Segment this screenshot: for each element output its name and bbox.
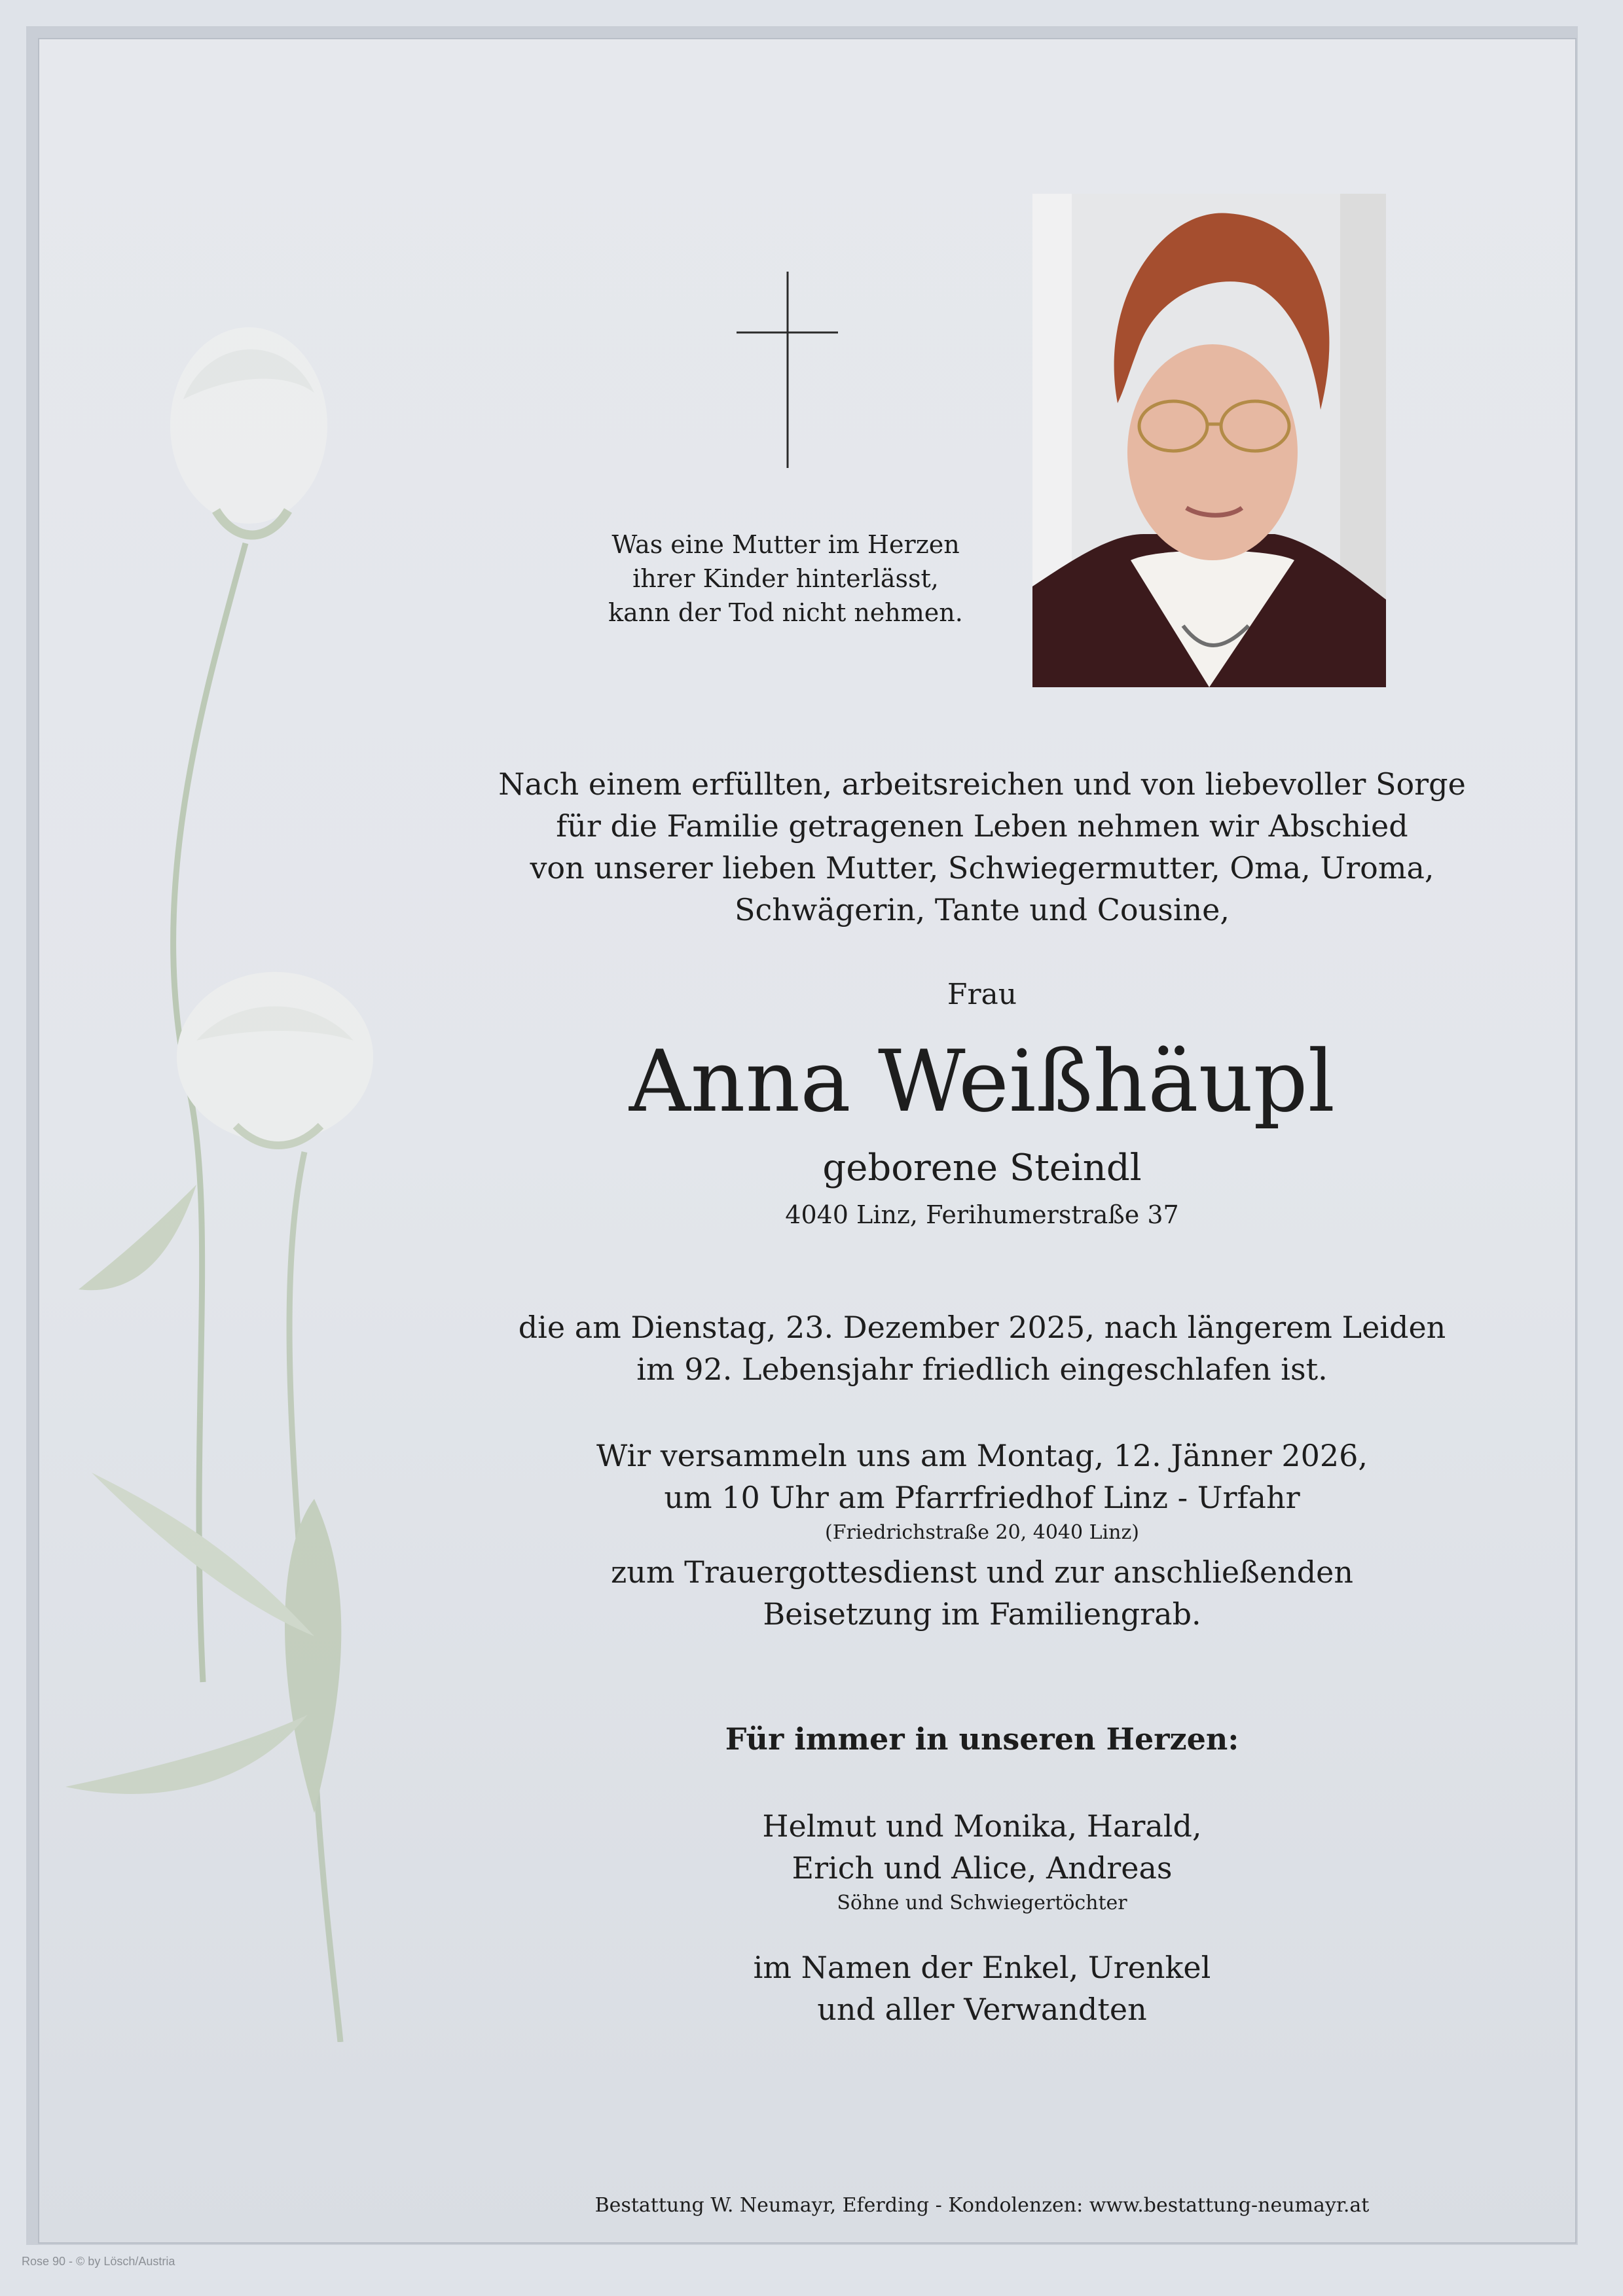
gathering-info (458, 1435, 1506, 1518)
quote-line: ihrer Kinder hinterlässt, (632, 564, 939, 593)
forever-heading: Für immer in unseren Herzen: (725, 1721, 1239, 1757)
intro-text (458, 763, 1506, 931)
gathering-address: (Friedrichstraße 20, 4040 Linz) (825, 1521, 1139, 1544)
white-roses-image (39, 308, 484, 2042)
salutation: Frau (947, 978, 1017, 1011)
deceased-name: Anna Weißhäupl (629, 1031, 1336, 1131)
birth-name: geborene Steindl (822, 1147, 1142, 1189)
intro-line: für die Familie getragenen Leben nehmen wir Abschied (556, 808, 1408, 844)
intro-line: von unserer lieben Mutter, Schwiegermutter, Oma, Uroma, (530, 850, 1434, 886)
quote-line: Was eine Mutter im Herzen (611, 530, 960, 559)
gathering-service (458, 1551, 1506, 1635)
death-notice (458, 1306, 1506, 1390)
death-line: im 92. Lebensjahr friedlich eingeschlafen ist. (636, 1352, 1328, 1387)
funeral-home-footer: Bestattung W. Neumayr, Eferding - Kondolenzen: www.bestattung-neumayr.at (594, 2194, 1370, 2217)
gathering-line: zum Trauergottesdienst und zur anschließenden (610, 1554, 1354, 1590)
gathering-line: Wir versammeln uns am Montag, 12. Jänner 2026, (596, 1438, 1368, 1473)
family-relation: Söhne und Schwiegertöchter (837, 1892, 1127, 1914)
gathering-line: um 10 Uhr am Pfarrfriedhof Linz - Urfahr (664, 1480, 1300, 1515)
family-line: Helmut und Monika, Harald, (762, 1808, 1202, 1844)
quote-line: kann der Tod nicht nehmen. (608, 598, 963, 627)
death-line: die am Dienstag, 23. Dezember 2025, nach längerem Leiden (518, 1310, 1446, 1345)
family-line: Erich und Alice, Andreas (792, 1850, 1173, 1886)
family-closing (458, 1946, 1506, 2030)
family-line: im Namen der Enkel, Urenkel (753, 1950, 1211, 1985)
family-line: und aller Verwandten (817, 1992, 1147, 2027)
image-credit: Rose 90 - © by Lösch/Austria (22, 2255, 175, 2268)
portrait-photo (1032, 194, 1386, 687)
memorial-quote (576, 528, 995, 630)
intro-line: Schwägerin, Tante und Cousine, (734, 892, 1230, 927)
cross-icon (737, 272, 838, 468)
intro-line: Nach einem erfüllten, arbeitsreichen und von liebevoller Sorge (498, 766, 1466, 802)
gathering-line: Beisetzung im Familiengrab. (763, 1596, 1201, 1632)
family-names (458, 1805, 1506, 1889)
address: 4040 Linz, Ferihumerstraße 37 (785, 1200, 1179, 1229)
